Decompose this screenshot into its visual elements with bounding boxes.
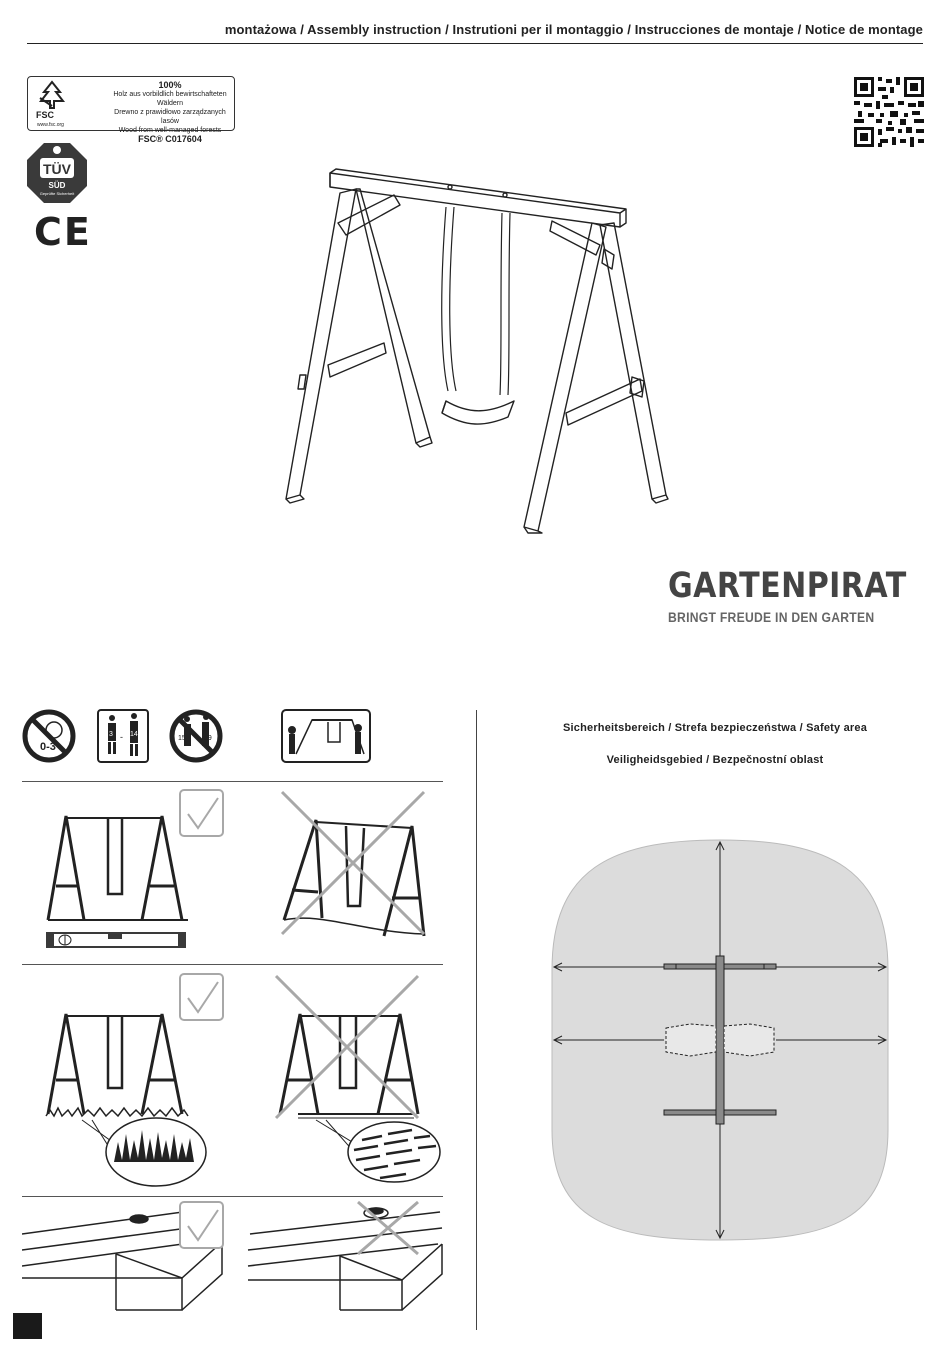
weight-a: 15: [178, 735, 186, 742]
fsc-text-block: [106, 81, 234, 144]
weight-b: 59: [204, 735, 212, 742]
no-children-0-3-icon: [25, 712, 73, 760]
tuv-badge-icon: [26, 142, 88, 204]
svg-text:-: -: [120, 732, 123, 742]
fsc-url: www.fsc.org: [37, 122, 64, 128]
page-marker: [13, 1313, 42, 1339]
fsc-label: [27, 76, 235, 144]
section-rule: [22, 964, 443, 965]
fsc-code: FSC® C017604: [138, 134, 202, 144]
swing-set-illustration: [270, 165, 680, 545]
grass-detail-icon: [106, 1118, 206, 1186]
tuv-small: Geprüfte Sicherheit: [39, 191, 75, 196]
column-divider: [476, 710, 477, 1330]
surface-instruction: [22, 970, 443, 1188]
header-title: montażowa / Assembly instruction / Instrutioni per il montaggio / Instrucciones de montaje / Notice de montage: [224, 22, 923, 37]
cross-icon: [276, 976, 418, 1118]
anchor-instruction: [22, 1198, 443, 1313]
users-min: 3: [109, 731, 113, 738]
brand-slogan: BRINGT FREUDE IN DEN GARTEN: [668, 610, 875, 625]
warning-icons-row: [22, 706, 382, 766]
safety-area-diagram: [540, 830, 900, 1250]
users-max: 14: [130, 731, 138, 738]
section-rule: [22, 781, 443, 782]
age-prohibited: 0-3: [40, 741, 56, 753]
check-icon: [180, 974, 223, 1020]
fsc-line-en: Wood from well-managed forests: [118, 127, 222, 134]
adult-supervision-icon: [282, 710, 370, 762]
brand-block: [668, 566, 907, 625]
swing-tilted-wrong: [284, 820, 424, 936]
user-age-range-icon: [98, 710, 148, 762]
safety-subtitle: Veiligheidsgebied / Bezpečnostní oblast: [606, 754, 824, 766]
tuv-name: TÜV: [43, 161, 71, 177]
level-instruction: [22, 786, 443, 956]
fsc-line-pl: Drewno z prawidłowo zarządzanych lasów: [114, 109, 226, 125]
swing-level-correct: [48, 816, 188, 920]
cross-icon: [358, 1202, 418, 1254]
ce-mark: CE: [34, 210, 92, 254]
fsc-line-de: Holz aus vorbildlich bewirtschafteten Wäldern: [113, 91, 227, 107]
safety-title: Sicherheitsbereich / Strefa bezpieczeństwa / Safety area: [562, 722, 868, 734]
paving-detail-icon: [348, 1122, 440, 1182]
anchor-raised-wrong: [248, 1208, 442, 1310]
header-rule: [27, 43, 923, 44]
fsc-tree-icon: [36, 80, 68, 110]
brand-name: GARTENPIRAT: [668, 566, 907, 606]
fsc-logo-caption: FSC: [36, 110, 54, 120]
check-icon: [180, 790, 223, 836]
section-rule: [22, 1196, 443, 1197]
check-icon: [180, 1202, 223, 1248]
tuv-sub: SÜD: [48, 181, 66, 190]
spirit-level-icon: [46, 932, 186, 948]
fsc-percent: 100%: [158, 80, 182, 90]
no-adults-icon: [172, 712, 220, 760]
qr-code-icon: [854, 77, 924, 147]
